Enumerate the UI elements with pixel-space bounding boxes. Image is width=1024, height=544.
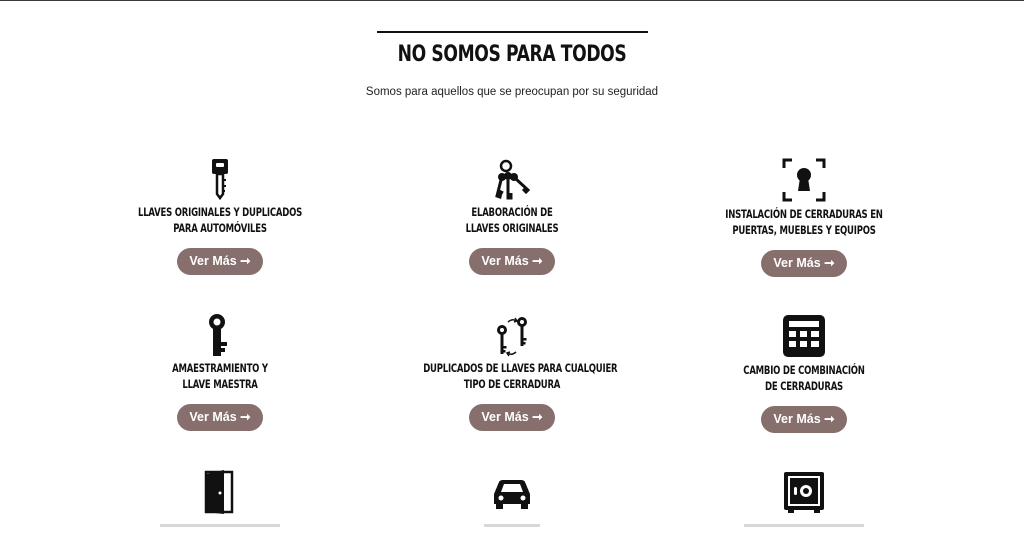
page-title: NO SOMOS PARA TODOS	[397, 42, 627, 67]
car-icon	[488, 468, 536, 516]
service-title-line2: PARA AUTOMÓVILES	[173, 221, 267, 235]
service-card-lock-installation	[684, 156, 924, 277]
service-title-line1: ELABORACIÓN DE	[471, 205, 553, 219]
ver-mas-button[interactable]: Ver Más ➞	[177, 404, 263, 431]
top-border	[0, 0, 1024, 1]
safe-icon	[780, 468, 828, 516]
ver-mas-button[interactable]: Ver Más ➞	[761, 406, 847, 433]
service-title-line2: LLAVES ORIGINALES	[465, 221, 559, 235]
title-rule	[377, 31, 648, 33]
service-title-line1: CAMBIO DE COMBINACIÓN	[743, 363, 865, 377]
ver-mas-button[interactable]: Ver Más ➞	[177, 248, 263, 275]
page-subtitle: Somos para aquellos que se preocupan por su seguridad	[365, 86, 659, 98]
service-card-master-key	[100, 312, 340, 431]
ver-mas-button[interactable]: Ver Más ➞	[469, 248, 555, 275]
service-title-line2: DE CERRADURAS	[765, 379, 843, 393]
ver-mas-button[interactable]: Ver Más ➞	[761, 250, 847, 277]
car-key-icon	[196, 156, 244, 204]
keypad-icon	[780, 312, 828, 360]
cut-off-title-right	[744, 524, 864, 527]
door-icon	[196, 468, 244, 516]
service-title-line1: DUPLICADOS DE LLAVES PARA CUALQUIER	[423, 361, 618, 375]
cut-off-title-left	[160, 524, 280, 527]
service-card-combination-change	[684, 312, 924, 433]
service-title-line1: INSTALACIÓN DE CERRADURAS EN	[725, 207, 883, 221]
key-duplicate-icon	[488, 312, 536, 360]
service-title-line1: LLAVES ORIGINALES Y DUPLICADOS	[137, 205, 303, 219]
master-key-icon	[196, 312, 244, 360]
keyhole-frame-icon	[780, 156, 828, 204]
service-card-key-duplicates	[392, 312, 632, 431]
service-card-original-keys	[392, 156, 632, 275]
service-card-safes	[684, 468, 924, 516]
service-title-line2: PUERTAS, MUEBLES Y EQUIPOS	[732, 223, 876, 237]
service-title-line2: TIPO DE CERRADURA	[463, 377, 561, 391]
service-title-line2: LLAVE MAESTRA	[182, 377, 258, 391]
cut-off-title-center	[484, 524, 540, 527]
service-card-vehicles	[392, 468, 632, 516]
service-card-car-keys	[100, 156, 340, 275]
service-card-doors	[100, 468, 340, 516]
key-ring-icon	[488, 156, 536, 204]
service-title-line1: AMAESTRAMIENTO Y	[172, 361, 268, 375]
ver-mas-button[interactable]: Ver Más ➞	[469, 404, 555, 431]
